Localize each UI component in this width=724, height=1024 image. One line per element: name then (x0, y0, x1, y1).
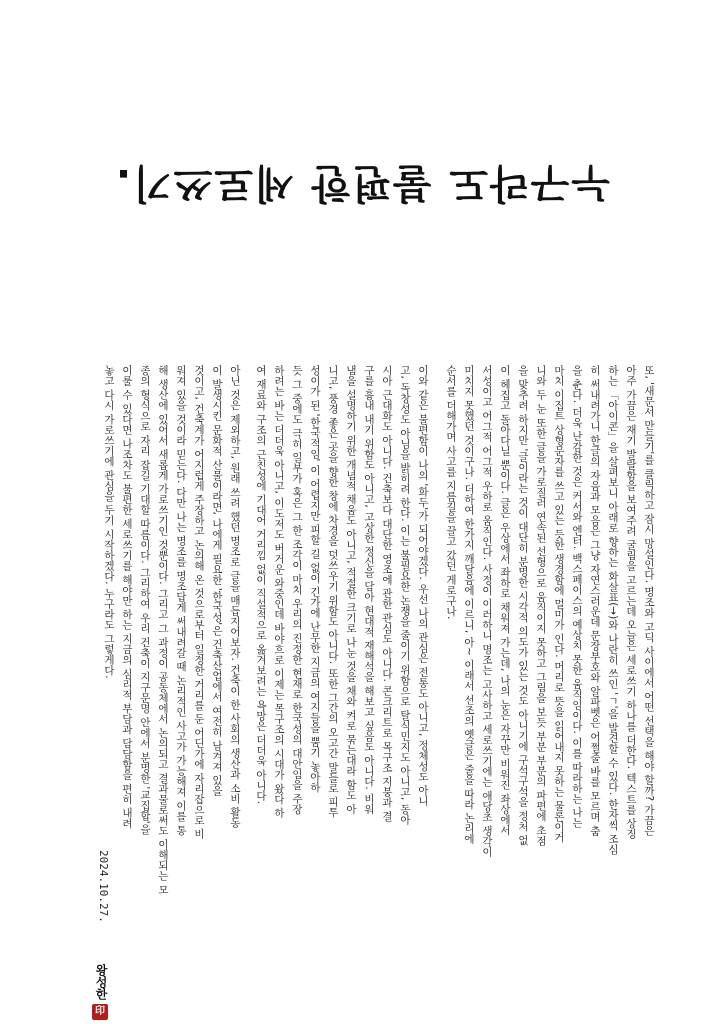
text-column: 마치 이집트 상형문자를 쓰고 있는 듯한 생경함에 멀미가 인다. 머리로 뜻을 읽어내지 못하는 물론이거 (553, 365, 565, 843)
text-column: 미치지 못했던 것이구나. 더하여 한가지 깨달음에 이르니, 아~ 이래서 선조의 옛글은 줄을 따라 논리에 (463, 365, 475, 844)
text-column: 을 맞추려 하지만 '글이라는 것이 대단히 분명한 시각적 의도가 있는 것도 아니기에 구석구석을 정처 없 (517, 365, 529, 846)
text-column: 아닌 것은 제외하고, 원래 쓰려 했던 명조로 글을 매듭지어보자. 건축이 한 사회의 생산과 소비 활동 (229, 365, 241, 828)
text-column: 워져 있을 것이라 믿는다. 다만 나는 명조를 명조답게 써내려갈 때 논리적인 사고가 가능해져 이를 통 (175, 365, 187, 836)
text-column: 하는 「아이콘」을 살펴보니 아래로 향하는 화살표(→)와 나란히 쓰인 'ㄱ'을 발견할 수 있다. 한자씩 조심 (607, 365, 619, 855)
text-column: 해 생산에 있어서 새롭게 가로쓰기인 것뿐이다. 그리고 그 과정이 공동체에서 논의되고 결과물로써도 이해되는 모 (157, 365, 169, 895)
text-column: 듯 그 중에도 극히 일부가 혹은 그 한 조각이 마치 우리의 진정한 현재로 한국성의 대안임을 주장 (291, 365, 303, 815)
author-name: 왕성한 (94, 964, 108, 1000)
text-column: 여 재료와 구조의 근친성에 기대어 거리낌 없이 직설적으로 옮겨보려는 욕망은 더더욱 아니다. (255, 365, 267, 805)
text-column: 이룰 수 있다면 나조차도 불편한 세로쓰기를 해야만 하는 지금의 심리적 부담과 담담함을 편히 내려 (121, 365, 133, 829)
text-column: 니와 두 눈 또한 글을 가로질러 연속된 선형으로 움직이지 못하고 그림을 보듯 부분 부분의 파편에 초점 (535, 365, 547, 846)
text-column: 이와 같은 불편함이 나의 '화두'가 되어야겠다. 우선 나의 관심은 전통도 아니고, 정체성도 아니 (417, 365, 429, 806)
text-column: 히 써내려가니 한글의 자음과 모음은 그냥 자연스러운데 문장부호와 알파벳은 어쩔줄 바를 모르며 춤 (589, 365, 601, 836)
text-column: 이 발생시킨 문화적 산물이라면, 나에게 필요한 '한국성'은 건축산업에서 여전히 남겨져 있을 (211, 365, 223, 796)
seal-stamp: 印 (92, 1004, 108, 1020)
text-column: 종의 형식으로 자리 잡길 기대할 따름이다. 그리하여 우리 건축이 지구문명 안에서 분명한 '교집합'을 (139, 365, 151, 835)
text-column: 고, 독창성도 아님을 밝히려 한다. 이는 불필요한 논쟁을 줄이기 위함으로 탈식민지도 아니고, 동아 (399, 365, 411, 825)
text-column: 니고, 풍경 좋은 곳을 향한 창에 차경을 덧쓰우기 위함도 아니다. 또한 그간의 오고간 말들로 피투 (327, 365, 339, 818)
text-column: 이 헤집고 돌아다닐 뿐이다. 글은 우상에서 좌하로 채워져 가는데, 나의 눈은 자꾸만 비워진 좌상에서 (499, 365, 511, 836)
text-column: 냄을 설명하기 위한 개념적 채움도 아니고, 적절한 크기로 나눈 것을 채와 켜로 묶는대라 함도 아 (345, 365, 357, 815)
text-column: 을 춘다. 더욱 난감한 것은 커서와 엔터. 백스페이스의 예상치 못한 움직임이다. 이를 따라하는 나는 (571, 365, 583, 828)
text-column: 하려는 바는 더더욱 아니고, 이도저도 버거운 와중인데 바야흐로 이제는 목구조의 시대가 왔다 하 (273, 365, 285, 818)
text-column: 순서를 더해가며 사고를 지름길을 끌고 갔던 게로구나. (445, 365, 457, 620)
text-column: 또, '새문서 만들기'를 클릭하고 잠시 망설인다. 명조와 고딕 사이에서 어떤 선택을 해야 할까? 가끔은 (643, 365, 655, 836)
text-column: 구를 흉내 내기 위함도 아니고, 고상한 정신을 담아 현대적 재해석을 해보고 싶음도 아니다. 비워 (363, 365, 375, 815)
text-column: 것이고, 건축계가 어지럽게 주장하고 논의해 온 것으로부터 일정한 거리를 둔 어딘가에 자리잡으로 비 (193, 365, 205, 839)
page-title: 누구라도 불편한 세로쓰기. (113, 160, 611, 206)
text-column: 아주 가끔은 재기 발랄함을 보여주려 굴림을 고르는데 오늘은 세로쓰기 하나를 더한다. 텍스트를 상징 (625, 365, 637, 839)
text-column: 성이가 된 '한국적임' 이 어렵지만 피할 길 없이 긴가에 난무한 지금의 여지들을 뿜기 놓아하 (309, 365, 321, 793)
text-column: 서성이고 어그적 어그적 우하로 움직인다. 사정이 이러하니 명조는 고사하고 세로쓰기에는 애당초 생각이 (481, 365, 493, 857)
text-column: 시아 근대화도 아니다. 건축보다 대단한 영조에 관한 관심도 아니다. 콘크리트로 목구조 지붕과 결 (381, 365, 393, 822)
text-column: 놓고 다시 가로쓰기에 관심을 두기 시작하겠다. 누구라도 그렇게다. (103, 365, 115, 679)
date: 2024.10.27. (97, 850, 110, 923)
